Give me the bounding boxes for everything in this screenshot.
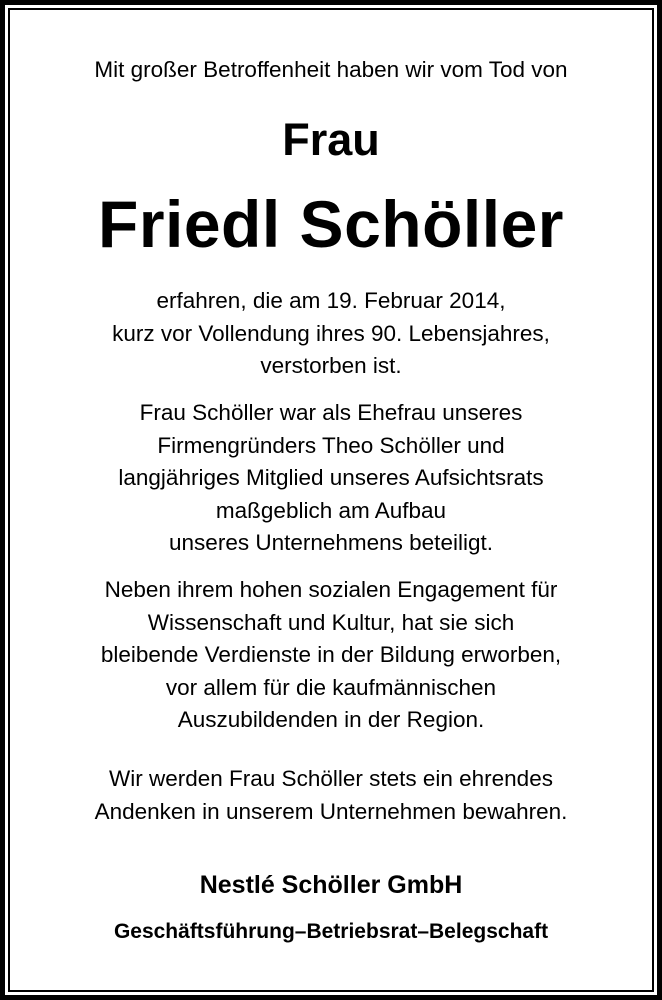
text-line: langjähriges Mitglied unseres Aufsichtsrats [118,465,544,490]
salutation: Frau [282,114,380,165]
text-line: verstorben ist. [260,353,402,378]
paragraph-engagement [0,574,662,737]
company-name: Nestlé Schöller GmbH [199,871,463,899]
intro-text: Mit großer Betroffenheit haben wir vom Tod von [94,57,568,82]
text-line: Frau Schöller war als Ehefrau unseres [139,400,523,425]
text-line: erfahren, die am 19. Februar 2014, [156,288,506,313]
text-line: maßgeblich am Aufbau [215,497,447,523]
text-line: kurz vor Vollendung ihres 90. Lebensjahres, [112,320,550,346]
paragraph-death-notice [0,285,662,383]
text-line: Wissenschaft und Kultur, hat sie sich [147,609,515,635]
text-line: Wir werden Frau Schöller stets ein ehrendes [109,766,553,791]
text-line: Auszubildenden in der Region. [177,707,485,732]
text-line: unseres Unternehmens beteiligt. [169,530,493,555]
signatories: Geschäftsführung–Betriebsrat–Belegschaft [113,920,549,943]
deceased-name: Friedl Schöller [98,187,564,261]
paragraph-remembrance [0,763,662,828]
text-line: vor allem für die kaufmännischen [165,674,497,700]
text-line: Firmengründers Theo Schöller und [157,432,505,458]
text-line: Andenken in unserem Unternehmen bewahren. [94,798,568,824]
text-line: Neben ihrem hohen sozialen Engagement für [104,577,558,602]
paragraph-role [0,397,662,560]
text-line: bleibende Verdienste in der Bildung erworben, [100,642,562,667]
